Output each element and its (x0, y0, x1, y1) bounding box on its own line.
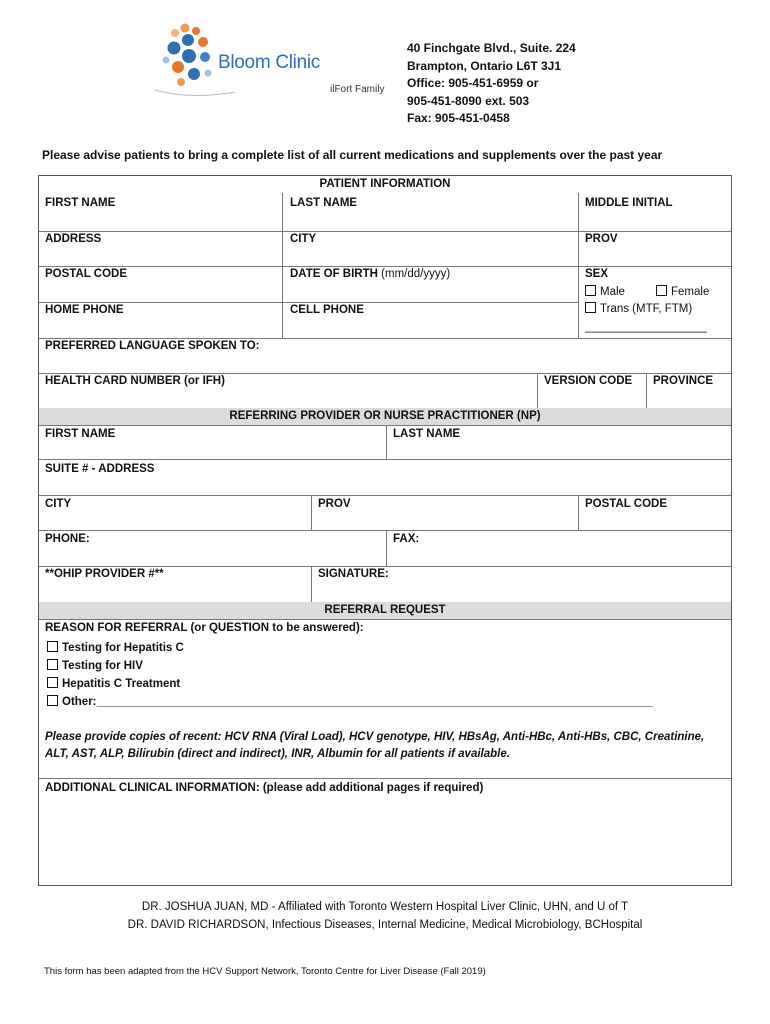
female-checkbox[interactable] (656, 285, 667, 296)
patient-middle-initial-label: MIDDLE INITIAL (585, 197, 673, 209)
preferred-language-label: PREFERRED LANGUAGE SPOKEN TO: (45, 340, 260, 352)
doctors-footer (0, 898, 770, 934)
lab-copies-note: Please provide copies of recent: HCV RNA (Viral Load), HCV genotype, HIV, HBsAg, Anti-HBc, Anti-HBs, CBC, Creatinine, ALT, AST, ALP, Bilirubin (direct and indirect), INR, Albumin for all patients if available. (45, 731, 705, 760)
referral-request-header: REFERRAL REQUEST (39, 602, 731, 619)
sex-trans-option[interactable]: Trans (MTF, FTM) (585, 302, 692, 315)
trans-checkbox[interactable] (585, 302, 596, 313)
ohip-provider-label: **OHIP PROVIDER #** (45, 568, 164, 580)
form-source-note: This form has been adapted from the HCV Support Network, Toronto Centre for Liver Disease (Fall 2019) (44, 966, 486, 977)
clinic-name: Bloom Clinic (218, 52, 320, 73)
male-checkbox[interactable] (585, 285, 596, 296)
health-card-label: HEALTH CARD NUMBER (or IFH) (45, 375, 225, 387)
clinic-address-block (407, 40, 576, 128)
other-checkbox[interactable] (47, 695, 58, 706)
referrer-first-name-label: FIRST NAME (45, 428, 116, 440)
province-label: PROVINCE (653, 375, 714, 387)
address-line: Office: 905-451-6959 or (407, 76, 539, 90)
referrer-suite-address-label: SUITE # - ADDRESS (45, 463, 155, 475)
patient-city-label: CITY (290, 233, 317, 245)
option-hep-c-treatment[interactable]: Hepatitis C Treatment (47, 677, 180, 690)
dob-format-hint: (mm/dd/yyyy) (381, 268, 451, 280)
address-line: Fax: 905-451-0458 (407, 111, 510, 125)
referrer-fax-label: FAX: (393, 533, 420, 545)
sex-blank-line: ___________________ (585, 321, 707, 333)
address-line: 905-451-8090 ext. 503 (407, 93, 530, 108)
option-other[interactable]: Other:_______________________________________________________________________________________ (47, 695, 653, 708)
clinic-subtitle: ilFort Family (330, 84, 385, 95)
patient-address-label: ADDRESS (45, 233, 102, 245)
patient-dob-label: DATE OF BIRTH (mm/dd/yyyy) (290, 268, 451, 280)
address-line: Brampton, Ontario L6T 3J1 (407, 58, 562, 73)
patient-postal-code-label: POSTAL CODE (45, 268, 127, 280)
hep-c-testing-checkbox[interactable] (47, 641, 58, 652)
intro-instruction: Please advise patients to bring a complete list of all current medications and supplements over the past year (42, 148, 663, 162)
address-line: 40 Finchgate Blvd., Suite. 224 (407, 41, 576, 55)
doctor-1-line: DR. JOSHUA JUAN, MD - Affiliated with Toronto Western Hospital Liver Clinic, UHN, and U of T (141, 901, 629, 913)
signature-label: SIGNATURE: (318, 568, 389, 580)
option-hep-c-testing[interactable]: Testing for Hepatitis C (47, 641, 184, 654)
referrer-city-label: CITY (45, 498, 72, 510)
referrer-postal-code-label: POSTAL CODE (585, 498, 667, 510)
referral-form (38, 175, 732, 886)
additional-clinical-info-label: ADDITIONAL CLINICAL INFORMATION: (please add additional pages if required) (45, 782, 484, 794)
referrer-prov-label: PROV (318, 498, 351, 510)
patient-sex-label: SEX (585, 268, 609, 280)
sex-female-option[interactable]: Female (656, 285, 709, 298)
sex-male-option[interactable]: Male (585, 285, 625, 298)
patient-cell-phone-label: CELL PHONE (290, 304, 364, 316)
option-hiv-testing[interactable]: Testing for HIV (47, 659, 143, 672)
patient-prov-label: PROV (585, 233, 618, 245)
patient-info-header: PATIENT INFORMATION (39, 176, 731, 193)
doctor-2-line: DR. DAVID RICHARDSON, Infectious Diseases, Internal Medicine, Medical Microbiology, BCHospital (127, 919, 643, 931)
referrer-phone-label: PHONE: (45, 533, 90, 545)
reason-for-referral-label: REASON FOR REFERRAL (or QUESTION to be answered): (45, 622, 364, 634)
patient-home-phone-label: HOME PHONE (45, 304, 124, 316)
referrer-header: REFERRING PROVIDER OR NURSE PRACTITIONER (NP) (39, 408, 731, 425)
patient-first-name-label: FIRST NAME (45, 197, 116, 209)
hiv-testing-checkbox[interactable] (47, 659, 58, 670)
referrer-last-name-label: LAST NAME (393, 428, 461, 440)
version-code-label: VERSION CODE (544, 375, 633, 387)
hep-c-treatment-checkbox[interactable] (47, 677, 58, 688)
patient-last-name-label: LAST NAME (290, 197, 358, 209)
